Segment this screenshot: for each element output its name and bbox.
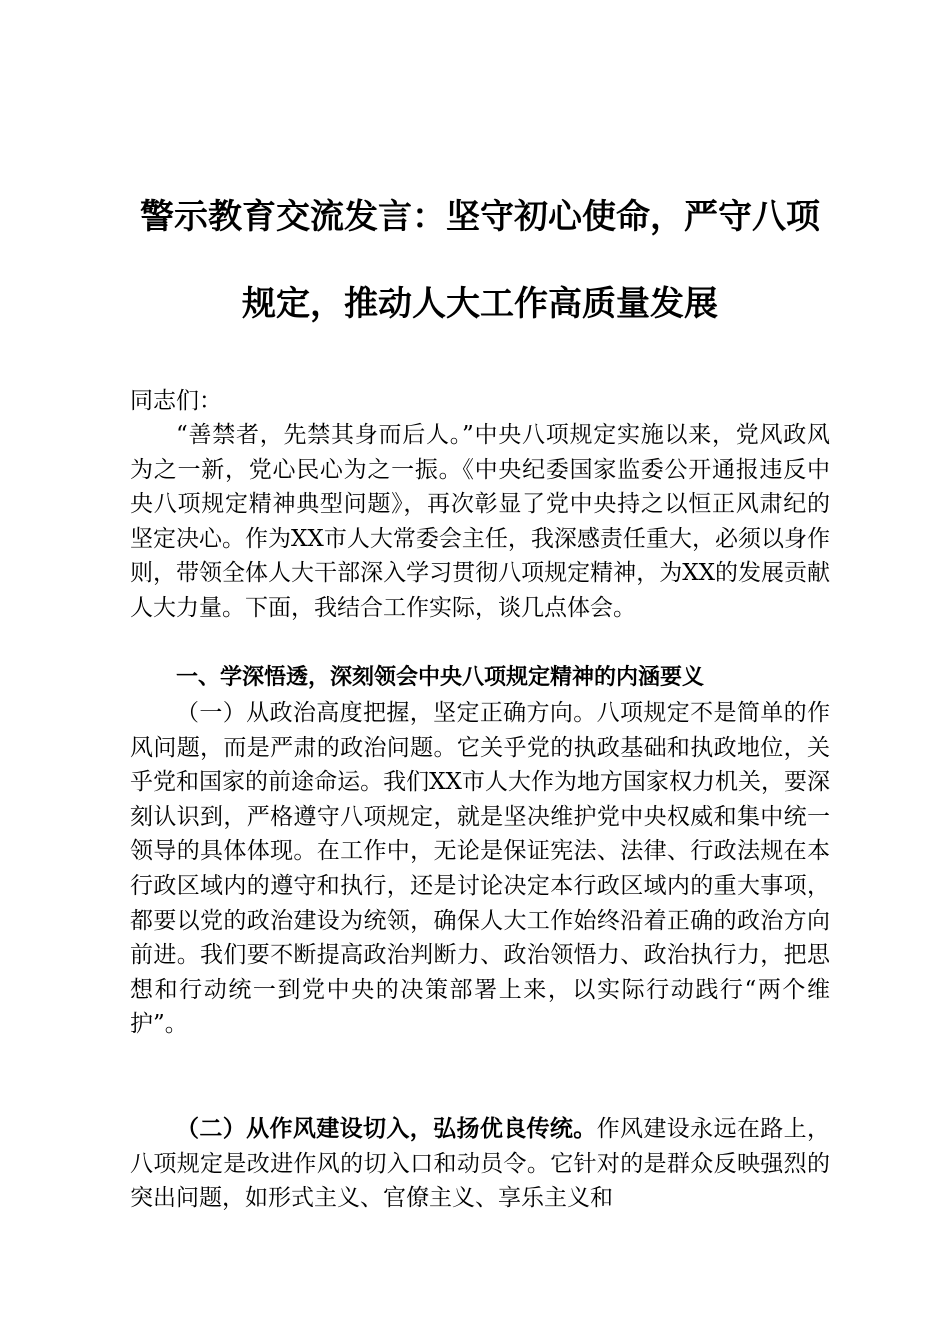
- paragraph-section-1-1: [130, 696, 830, 1042]
- section-heading-1: 一、学深悟透，深刻领会中央八项规定精神的内涵要义: [176, 665, 705, 690]
- paragraph-lead-1: （一）从政治高度把握，坚定正确方向。: [176, 700, 597, 726]
- paragraph-lead-2: （二）从作风建设切入，弘扬优良传统。: [176, 1115, 597, 1142]
- paragraph-body-2: 作风建设永远在路上，八项规定是改进作风的切入口和动员令。它针对的是群众反映强烈的突出问题，如形式主义、官僚主义、享乐主义和: [130, 1116, 831, 1212]
- paragraph-body-1: 八项规定不是简单的作风问题，而是严肃的政治问题。它关乎党的执政基础和执政地位，关乎党和国家的前途命运。我们XX市人大作为地方国家权力机关，要深刻认识到，严格遵守八项规定，就是坚决维护党中央权威和集中统一领导的具体体现。在工作中，无论是保证宪法、法律、行政法规在本行政区域内的遵守和执行，还是讨论决定本行政区域内的重大事项，都要以党的政治建设为统领，确保人大工作始终沿着正确的政治方向前进。我们要不断提高政治判断力、政治领悟力、政治执行力，把思想和行动统一到党中央的决策部署上来，以实际行动践行“两个维护”。: [130, 700, 831, 1038]
- paragraph-intro: “善禁者，先禁其身而后人。”中央八项规定实施以来，党风政风为之一新，党心民心为之一振。《中央纪委国家监委公开通报违反中央八项规定精神典型问题》，再次彰显了党中央持之以恒正风肃纪的坚定决心。作为XX市人大常委会主任，我深感责任重大，必须以身作则，带领全体人大干部深入学习贯彻八项规定精神，为XX的发展贡献人大力量。下面，我结合工作实际，谈几点体会。: [130, 422, 830, 621]
- paragraph-section-1-2: [130, 1112, 830, 1216]
- salutation: 同志们：: [130, 388, 222, 414]
- title-line-2: 规定，推动人大工作高质量发展: [242, 284, 718, 324]
- title-line-1: 警示教育交流发言：坚守初心使命，严守八项: [140, 197, 820, 237]
